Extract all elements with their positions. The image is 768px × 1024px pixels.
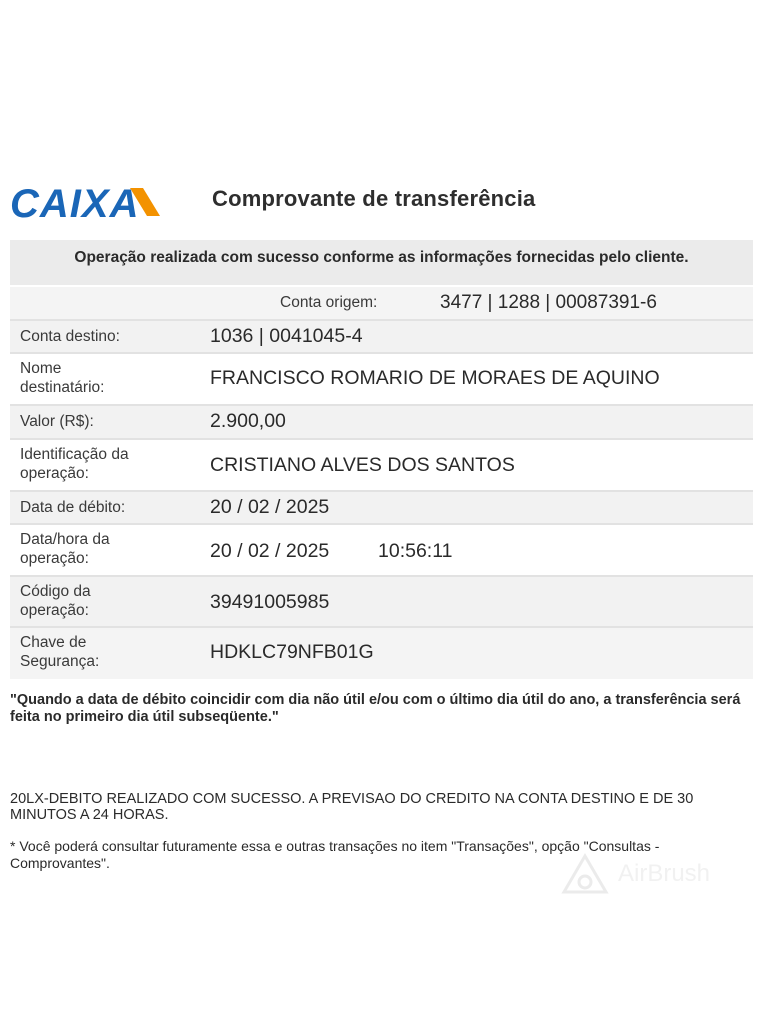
debit-date-label: Data de débito: bbox=[20, 499, 126, 516]
origin-account-label: Conta origem: bbox=[280, 294, 378, 311]
destination-account-value: 1036 | 0041045-4 bbox=[210, 325, 363, 347]
operation-time-value: 10:56:11 bbox=[378, 540, 453, 562]
row-security-key bbox=[10, 628, 753, 679]
airbrush-logo-icon bbox=[560, 852, 610, 896]
receipt-header bbox=[10, 178, 750, 228]
security-key-value: HDKLC79NFB01G bbox=[210, 641, 374, 663]
origin-account-row bbox=[10, 287, 753, 321]
caixa-logo bbox=[10, 182, 195, 222]
airbrush-watermark bbox=[560, 852, 760, 896]
row-operation-datetime bbox=[10, 525, 753, 577]
recipient-name-value: FRANCISCO ROMARIO DE MORAES DE AQUINO bbox=[210, 367, 660, 389]
operation-code-label: Código da operação: bbox=[20, 583, 91, 619]
operation-code-value: 39491005985 bbox=[210, 591, 330, 613]
security-key-label: Chave de Segurança: bbox=[20, 634, 100, 670]
row-destination-account bbox=[10, 321, 753, 354]
operation-id-value: CRISTIANO ALVES DOS SANTOS bbox=[210, 454, 515, 476]
debit-status-message: 20LX-DEBITO REALIZADO COM SUCESSO. A PREVISAO DO CREDITO NA CONTA DESTINO E DE 30 MINUTOS A 24 HORAS. bbox=[10, 791, 694, 823]
operation-id-label: Identificação da operação: bbox=[20, 446, 129, 482]
row-operation-id bbox=[10, 440, 753, 492]
amount-label: Valor (R$): bbox=[20, 413, 94, 430]
debit-date-value: 20 / 02 / 2025 bbox=[210, 496, 330, 518]
operation-datetime-label: Data/hora da operação: bbox=[20, 531, 110, 567]
row-recipient-name bbox=[10, 354, 753, 406]
destination-account-label: Conta destino: bbox=[20, 328, 120, 345]
debit-date-notice: "Quando a data de débito coincidir com dia não útil e/ou com o último dia útil do ano, a transferência será feita no primeiro dia útil subseqüente." bbox=[10, 692, 741, 725]
row-debit-date bbox=[10, 492, 753, 525]
airbrush-watermark-text: AirBrush bbox=[618, 860, 711, 887]
amount-value: 2.900,00 bbox=[210, 410, 286, 432]
caixa-logo-text: CAIXA bbox=[10, 182, 140, 222]
operation-date-value: 20 / 02 / 2025 bbox=[210, 540, 330, 562]
document-title: Comprovante de transferência bbox=[212, 186, 536, 211]
row-operation-code bbox=[10, 577, 753, 628]
success-banner: Operação realizada com sucesso conforme as informações fornecidas pelo cliente. bbox=[10, 240, 753, 287]
recipient-name-label: Nome destinatário: bbox=[20, 360, 105, 396]
origin-account-value: 3477 | 1288 | 00087391-6 bbox=[440, 292, 657, 313]
consultation-info: * Você poderá consultar futuramente essa e outras transações no item "Transações", opção "Consultas - Comprovantes". bbox=[10, 838, 660, 871]
receipt-table bbox=[10, 240, 753, 679]
row-amount bbox=[10, 406, 753, 440]
